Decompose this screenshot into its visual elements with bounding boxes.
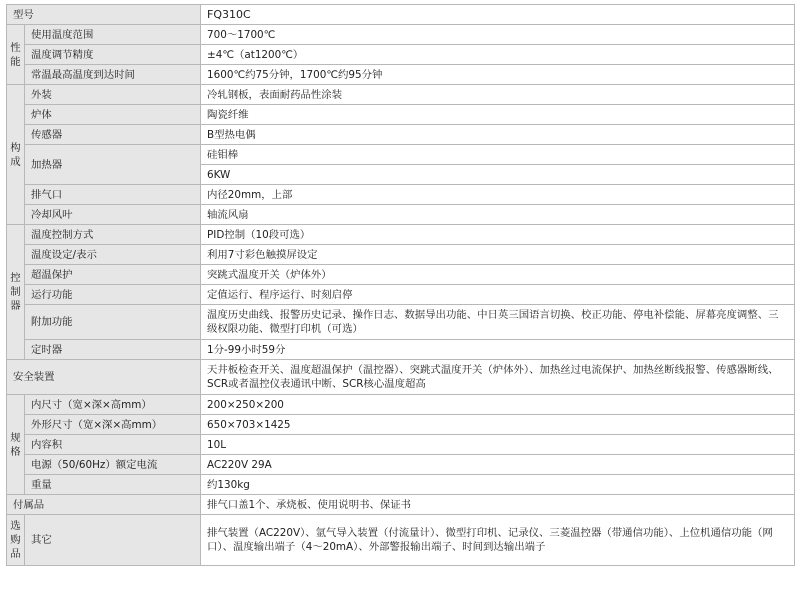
spec-sheet	[6, 4, 795, 566]
item-name: 内尺寸（宽×深×高mm）	[25, 395, 201, 415]
item-value: 1分-99小时59分	[201, 340, 795, 360]
category-char: 控	[10, 272, 21, 284]
table-row	[7, 305, 795, 340]
safety-label: 安全装置	[7, 360, 201, 395]
table-row	[7, 395, 795, 415]
item-name: 其它	[25, 515, 201, 566]
category-char: 器	[10, 300, 21, 312]
table-row	[7, 125, 795, 145]
category-char: 格	[10, 445, 21, 458]
item-value: 6KW	[201, 165, 795, 185]
table-row	[7, 435, 795, 455]
accessories-label: 付属品	[7, 495, 201, 515]
table-row	[7, 85, 795, 105]
category-performance	[7, 25, 25, 85]
table-row	[7, 285, 795, 305]
item-value: B型热电偶	[201, 125, 795, 145]
item-name: 重量	[25, 475, 201, 495]
item-name: 加热器	[25, 145, 201, 185]
category-char: 性	[10, 41, 21, 54]
category-char: 构	[10, 141, 21, 154]
spec-table	[6, 4, 795, 566]
model-row	[7, 5, 795, 25]
item-name: 超温保护	[25, 265, 201, 285]
item-value: 轴流风扇	[201, 205, 795, 225]
table-row	[7, 185, 795, 205]
item-name: 内容积	[25, 435, 201, 455]
category-controller	[7, 225, 25, 360]
table-row	[7, 415, 795, 435]
item-value: 200×250×200	[201, 395, 795, 415]
table-row	[7, 340, 795, 360]
options-value: 排气装置（AC220V）、氩气导入装置（付流量计）、微型打印机、记录仪、三菱温控器（带通信功能）、上位机通信功能（网口）、温度输出端子（4～20mA）、外部警报输出端子、时间到达输出端子	[201, 515, 795, 566]
item-name: 传感器	[25, 125, 201, 145]
item-value: 1600℃约75分钟，1700℃约95分钟	[201, 65, 795, 85]
table-row	[7, 475, 795, 495]
category-char: 规	[10, 431, 21, 444]
table-row	[7, 495, 795, 515]
item-name: 温度调节精度	[25, 45, 201, 65]
table-row	[7, 205, 795, 225]
table-row	[7, 65, 795, 85]
item-value: 定值运行、程序运行、时刻启停	[201, 285, 795, 305]
item-name: 使用温度范围	[25, 25, 201, 45]
item-value: 陶瓷纤维	[201, 105, 795, 125]
category-spec	[7, 395, 25, 495]
table-row	[7, 105, 795, 125]
item-value: 650×703×1425	[201, 415, 795, 435]
category-char: 品	[10, 548, 21, 560]
item-name: 常温最高温度到达时间	[25, 65, 201, 85]
item-name: 外装	[25, 85, 201, 105]
item-value: 10L	[201, 435, 795, 455]
item-value: 温度历史曲线、报警历史记录、操作日志、数据导出功能、中日英三国语言切换、校正功能、停电补偿能、屏幕亮度调整、三级权限功能、微型打印机（可选）	[201, 305, 795, 340]
item-value: PID控制（10段可选）	[201, 225, 795, 245]
category-char: 能	[10, 55, 21, 68]
item-value: 约130kg	[201, 475, 795, 495]
model-value: FQ310C	[201, 5, 795, 25]
item-name: 外形尺寸（宽×深×高mm）	[25, 415, 201, 435]
category-char: 成	[10, 155, 21, 168]
category-char: 选	[10, 520, 21, 532]
accessories-value: 排气口盖1个、承烧板、使用说明书、保证书	[201, 495, 795, 515]
category-char: 购	[10, 534, 21, 546]
item-value: 700～1700℃	[201, 25, 795, 45]
item-name: 运行功能	[25, 285, 201, 305]
item-value: 利用7寸彩色触摸屏设定	[201, 245, 795, 265]
table-row	[7, 360, 795, 395]
item-value: 内径20mm，上部	[201, 185, 795, 205]
category-options	[7, 515, 25, 566]
item-name: 电源（50/60Hz）额定电流	[25, 455, 201, 475]
item-name: 冷却风叶	[25, 205, 201, 225]
item-name: 定时器	[25, 340, 201, 360]
table-row	[7, 145, 795, 165]
item-value: ±4℃（at1200℃）	[201, 45, 795, 65]
item-value: AC220V 29A	[201, 455, 795, 475]
safety-value: 天井板检查开关、温度超温保护（温控器）、突跳式温度开关（炉体外）、加热丝过电流保护、加热丝断线报警、传感器断线、SCR或者温控仪表通讯中断、SCR核心温度超高	[201, 360, 795, 395]
item-name: 炉体	[25, 105, 201, 125]
table-row	[7, 265, 795, 285]
table-row	[7, 245, 795, 265]
item-value: 冷轧钢板，表面耐药品性涂装	[201, 85, 795, 105]
item-name: 附加功能	[25, 305, 201, 340]
table-row	[7, 515, 795, 566]
category-char: 制	[10, 286, 21, 298]
item-value: 硅钼棒	[201, 145, 795, 165]
table-row	[7, 225, 795, 245]
table-row	[7, 45, 795, 65]
item-name: 温度设定/表示	[25, 245, 201, 265]
model-label: 型号	[7, 5, 201, 25]
table-row	[7, 25, 795, 45]
table-row	[7, 455, 795, 475]
category-structure	[7, 85, 25, 225]
item-name: 排气口	[25, 185, 201, 205]
item-name: 温度控制方式	[25, 225, 201, 245]
item-value: 突跳式温度开关（炉体外）	[201, 265, 795, 285]
